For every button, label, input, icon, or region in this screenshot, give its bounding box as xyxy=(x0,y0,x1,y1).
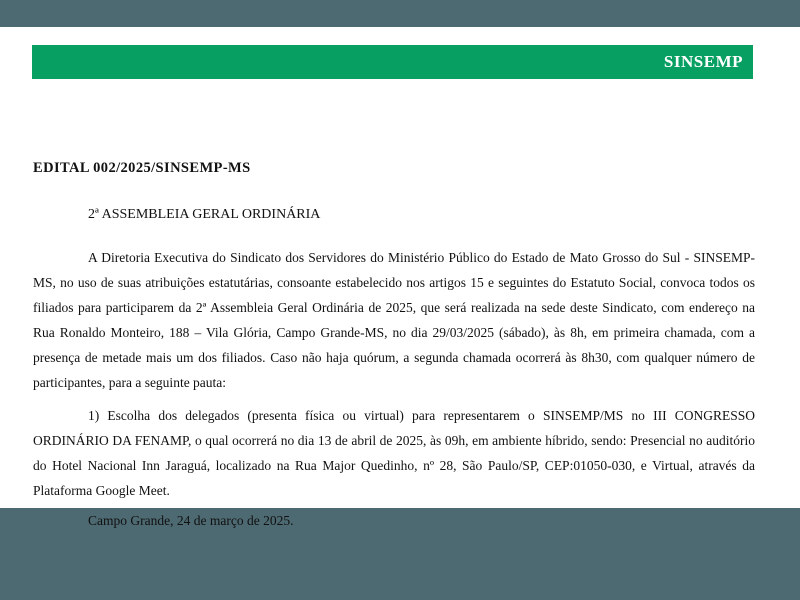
body-paragraph: A Diretoria Executiva do Sindicato dos Servidores do Ministério Público do Estado de Mato Grosso do Sul - SINSEMP-MS, no uso de suas atribuições estatutárias, consoante estabelecido nos artigos 15 e seguintes do Estatuto Social, convoca todos os filiados para participarem da 2ª Assembleia Geral Ordinária de 2025, que será realizada na sede deste Sindicato, com endereço na Rua Ronaldo Monteiro, 188 – Vila Glória, Campo Grande-MS, no dia 29/03/2025 (sábado), às 8h, em primeira chamada, com a presença de metade mais um dos filiados. Caso não haja quórum, a segunda chamada ocorrerá às 8h30, com qualquer número de participantes, para a seguinte pauta: xyxy=(33,250,755,390)
document-page xyxy=(0,27,800,528)
date-line: Campo Grande, 24 de março de 2025. xyxy=(88,513,294,528)
body-paragraph: 1) Escolha dos delegados (presenta física ou virtual) para representarem o SINSEMP/MS no III CONGRESSO ORDINÁRIO DA FENAMP, o qual ocorrerá no dia 13 de abril de 2025, às 09h, em ambiente híbrido, sendo: Presencial no auditório do Hotel Nacional Inn Jaraguá, localizado na Rua Major Quedinho, nº 28, São Paulo/SP, CEP:01050-030, e Virtual, através da Plataforma Google Meet. xyxy=(33,408,755,498)
document-content xyxy=(33,106,755,533)
brand-wordmark: SINSEMP xyxy=(663,52,743,71)
document-title: EDITAL 002/2025/SINSEMP-MS xyxy=(33,160,251,176)
header-banner xyxy=(32,45,753,79)
document-subtitle: 2ª ASSEMBLEIA GERAL ORDINÁRIA xyxy=(88,207,321,222)
